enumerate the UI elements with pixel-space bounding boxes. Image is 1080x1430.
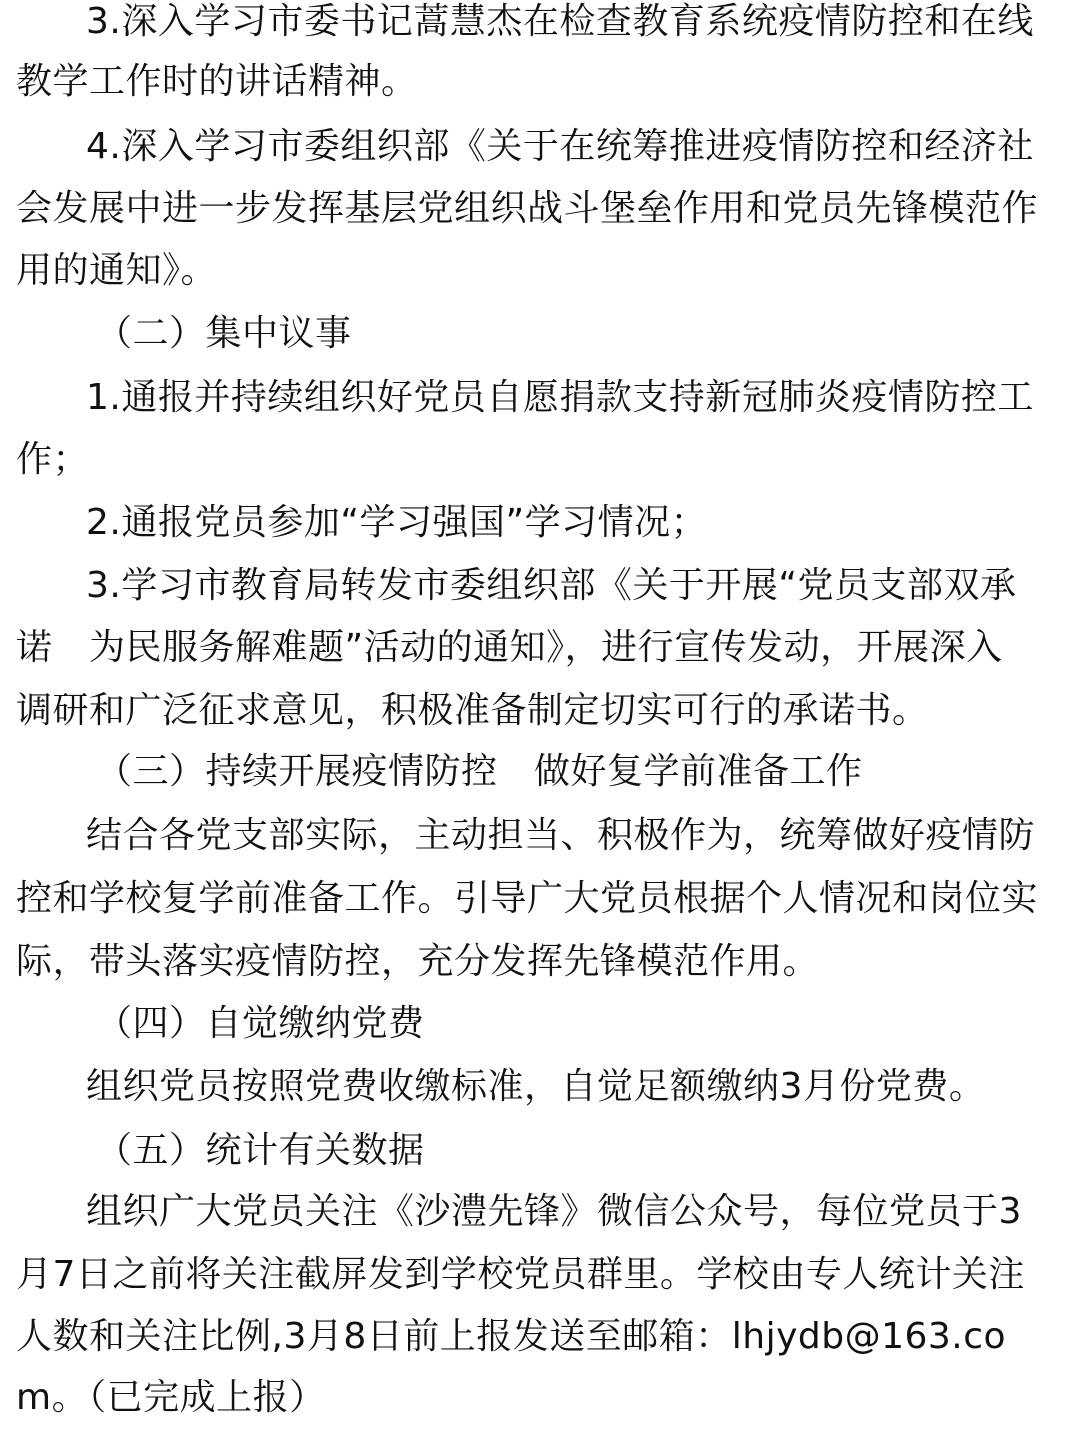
paragraph-item-3-line-2: 教学工作时的讲话精神。	[16, 61, 418, 102]
section-heading-2: （二）集中议事	[96, 313, 352, 354]
section-3-paragraph-line-2: 控和学校复学前准备工作。引导广大党员根据个人情况和岗位实	[16, 878, 1039, 919]
agenda-item-1-line-1: 1.通报并持续组织好党员自愿捐款支持新冠肺炎疫情防控工	[86, 377, 1034, 418]
paragraph-item-4-line-2: 会发展中进一步发挥基层党组织战斗堡垒作用和党员先锋模范作	[16, 188, 1039, 229]
agenda-item-1-line-2: 作；	[16, 439, 90, 480]
section-5-paragraph-line-2: 月7日之前将关注截屏发到学校党员群里。学校由专人统计关注	[16, 1254, 1025, 1295]
agenda-item-3-line-1: 3.学习市教育局转发市委组织部《关于开展“党员支部双承	[86, 565, 1017, 606]
paragraph-item-3-line-1: 3.深入学习市委书记蒿慧杰在检查教育系统疫情防控和在线	[86, 1, 1034, 42]
paragraph-item-4-line-1: 4.深入学习市委组织部《关于在统筹推进疫情防控和经济社	[86, 126, 1034, 167]
section-5-paragraph-line-1: 组织广大党员关注《沙澧先锋》微信公众号，每位党员于3	[86, 1191, 1022, 1232]
agenda-item-3-line-3: 调研和广泛征求意见，积极准备制定切实可行的承诺书。	[16, 690, 929, 731]
section-4-paragraph: 组织党员按照党费收缴标准，自觉足额缴纳3月份党费。	[86, 1066, 986, 1107]
section-5-paragraph-line-3: 人数和关注比例,3月8日前上报发送至邮箱：lhjydb@163.co	[16, 1316, 1007, 1357]
section-3-paragraph-line-3: 际，带头落实疫情防控，充分发挥先锋模范作用。	[16, 941, 820, 982]
agenda-item-2: 2.通报党员参加“学习强国”学习情况；	[86, 502, 708, 543]
section-heading-3: （三）持续开展疫情防控 做好复学前准备工作	[96, 751, 863, 792]
agenda-item-3-line-2: 诺 为民服务解难题”活动的通知》，进行宣传发动，开展深入	[16, 627, 1003, 668]
section-heading-4: （四）自觉缴纳党费	[96, 1003, 425, 1044]
section-heading-5: （五）统计有关数据	[96, 1130, 425, 1171]
section-3-paragraph-line-1: 结合各党支部实际，主动担当、积极作为，统筹做好疫情防	[86, 815, 1036, 856]
paragraph-item-4-line-3: 用的通知》。	[16, 250, 218, 291]
section-5-paragraph-line-4: m。（已完成上报）	[16, 1377, 326, 1418]
